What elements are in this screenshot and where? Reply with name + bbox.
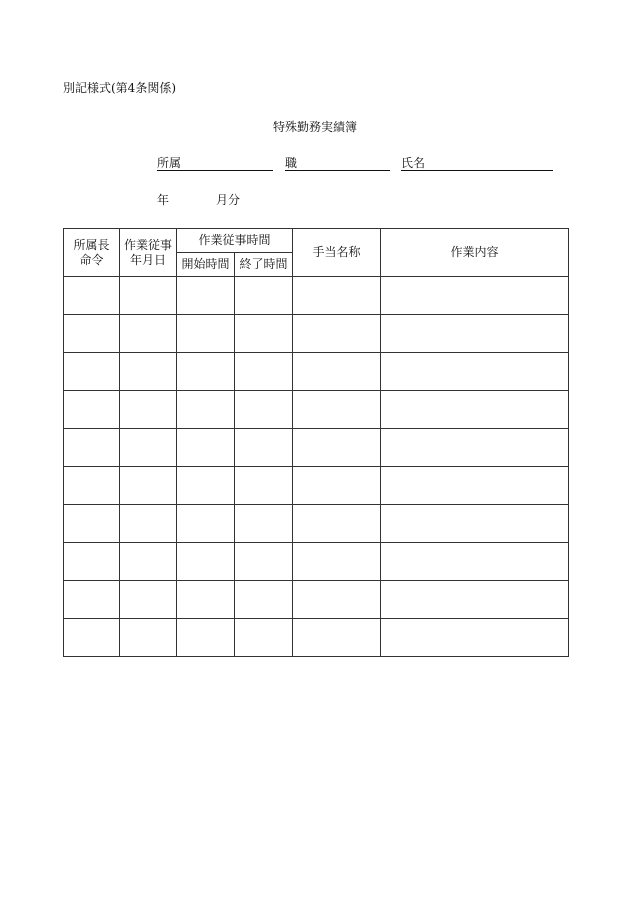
supervisor-cell[interactable] xyxy=(64,505,120,543)
year-label: 年 xyxy=(157,193,170,207)
end-time-cell[interactable] xyxy=(235,505,293,543)
allowance-cell[interactable] xyxy=(293,391,381,429)
work-date-cell[interactable] xyxy=(120,391,177,429)
content-cell[interactable] xyxy=(381,429,569,467)
month-label: 月分 xyxy=(216,193,241,207)
supervisor-cell[interactable] xyxy=(64,353,120,391)
table-row xyxy=(64,467,569,505)
header-allowance: 手当名称 xyxy=(293,229,381,277)
affiliation-field[interactable] xyxy=(157,156,273,171)
end-time-cell[interactable] xyxy=(235,581,293,619)
work-date-cell[interactable] xyxy=(120,277,177,315)
content-cell[interactable] xyxy=(381,619,569,657)
content-cell[interactable] xyxy=(381,277,569,315)
name-label: 氏名 xyxy=(401,156,426,170)
content-cell[interactable] xyxy=(381,467,569,505)
header-start-time: 開始時間 xyxy=(177,253,235,277)
allowance-cell[interactable] xyxy=(293,277,381,315)
content-cell[interactable] xyxy=(381,543,569,581)
table-row xyxy=(64,581,569,619)
table-row xyxy=(64,315,569,353)
allowance-cell[interactable] xyxy=(293,315,381,353)
start-time-cell[interactable] xyxy=(177,467,235,505)
name-field[interactable] xyxy=(401,156,553,171)
header-supervisor-line2: 命令 xyxy=(79,252,104,267)
start-time-cell[interactable] xyxy=(177,391,235,429)
header-work-date xyxy=(120,229,177,277)
supervisor-cell[interactable] xyxy=(64,619,120,657)
start-time-cell[interactable] xyxy=(177,581,235,619)
record-table xyxy=(63,228,569,657)
supervisor-cell[interactable] xyxy=(64,277,120,315)
end-time-cell[interactable] xyxy=(235,315,293,353)
table-row xyxy=(64,353,569,391)
position-label: 職 xyxy=(285,156,298,170)
work-date-cell[interactable] xyxy=(120,505,177,543)
end-time-cell[interactable] xyxy=(235,467,293,505)
header-work-date-line1: 作業従事 xyxy=(123,237,172,252)
end-time-cell[interactable] xyxy=(235,277,293,315)
allowance-cell[interactable] xyxy=(293,619,381,657)
supervisor-cell[interactable] xyxy=(64,467,120,505)
position-field[interactable] xyxy=(285,156,390,171)
table-row xyxy=(64,277,569,315)
work-date-cell[interactable] xyxy=(120,353,177,391)
work-date-cell[interactable] xyxy=(120,581,177,619)
end-time-cell[interactable] xyxy=(235,543,293,581)
header-work-time: 作業従事時間 xyxy=(177,229,293,253)
allowance-cell[interactable] xyxy=(293,429,381,467)
work-date-cell[interactable] xyxy=(120,543,177,581)
allowance-cell[interactable] xyxy=(293,353,381,391)
content-cell[interactable] xyxy=(381,391,569,429)
content-cell[interactable] xyxy=(381,315,569,353)
start-time-cell[interactable] xyxy=(177,429,235,467)
form-reference: 別記様式(第4条関係) xyxy=(63,81,176,95)
start-time-cell[interactable] xyxy=(177,315,235,353)
table-row xyxy=(64,429,569,467)
work-date-cell[interactable] xyxy=(120,315,177,353)
end-time-cell[interactable] xyxy=(235,391,293,429)
start-time-cell[interactable] xyxy=(177,505,235,543)
end-time-cell[interactable] xyxy=(235,619,293,657)
start-time-cell[interactable] xyxy=(177,277,235,315)
header-supervisor xyxy=(64,229,120,277)
supervisor-cell[interactable] xyxy=(64,429,120,467)
content-cell[interactable] xyxy=(381,505,569,543)
work-date-cell[interactable] xyxy=(120,429,177,467)
work-date-cell[interactable] xyxy=(120,467,177,505)
content-cell[interactable] xyxy=(381,353,569,391)
work-date-cell[interactable] xyxy=(120,619,177,657)
header-work-date-line2: 年月日 xyxy=(129,252,166,267)
table-row xyxy=(64,505,569,543)
table-row xyxy=(64,391,569,429)
supervisor-cell[interactable] xyxy=(64,315,120,353)
affiliation-label: 所属 xyxy=(157,156,182,170)
allowance-cell[interactable] xyxy=(293,581,381,619)
form-title: 特殊勤務実績簿 xyxy=(272,120,357,134)
supervisor-cell[interactable] xyxy=(64,391,120,429)
header-content: 作業内容 xyxy=(381,229,569,277)
allowance-cell[interactable] xyxy=(293,467,381,505)
end-time-cell[interactable] xyxy=(235,353,293,391)
start-time-cell[interactable] xyxy=(177,353,235,391)
header-supervisor-line1: 所属長 xyxy=(73,237,110,252)
end-time-cell[interactable] xyxy=(235,429,293,467)
start-time-cell[interactable] xyxy=(177,619,235,657)
content-cell[interactable] xyxy=(381,581,569,619)
allowance-cell[interactable] xyxy=(293,505,381,543)
header-end-time: 終了時間 xyxy=(235,253,293,277)
supervisor-cell[interactable] xyxy=(64,581,120,619)
table-row xyxy=(64,619,569,657)
start-time-cell[interactable] xyxy=(177,543,235,581)
supervisor-cell[interactable] xyxy=(64,543,120,581)
table-row xyxy=(64,543,569,581)
allowance-cell[interactable] xyxy=(293,543,381,581)
